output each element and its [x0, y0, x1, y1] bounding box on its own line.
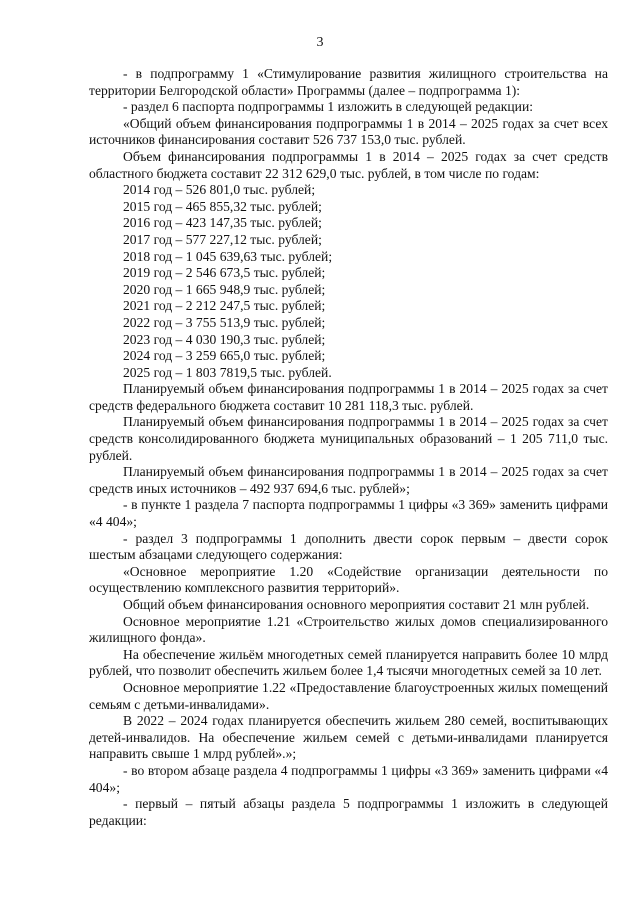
year-line: 2015 год – 465 855,32 тыс. рублей; [123, 198, 322, 214]
paragraph: Планируемый объем финансирования подпрограммы 1 в 2014 – 2025 годах за счет средств консолидированного бюджета муниципальных образований – 1 205 711,0 тыс. рублей. [89, 414, 608, 463]
page-number: 3 [316, 35, 324, 50]
paragraph: - в подпрограмму 1 «Стимулирование развития жилищного строительства на территории Белгородской области» Программы (далее – подпрограмма 1): [89, 66, 608, 98]
paragraph: Объем финансирования подпрограммы 1 в 2014 – 2025 годах за счет средств областного бюджета составит 22 312 629,0 тыс. рублей, в том числе по годам: [89, 148, 608, 181]
paragraph: - раздел 6 паспорта подпрограммы 1 изложить в следующей редакции: [123, 99, 534, 115]
paragraph: - во втором абзаце раздела 4 подпрограммы 1 цифры «3 369» заменить цифрами «4 404»; [89, 762, 608, 795]
paragraph: Планируемый объем финансирования подпрограммы 1 в 2014 – 2025 годах за счет средств федерального бюджета составит 10 281 118,3 тыс. рублей. [89, 381, 608, 413]
year-line: 2020 год – 1 665 948,9 тыс. рублей; [123, 281, 326, 297]
year-line: 2014 год – 526 801,0 тыс. рублей; [123, 182, 316, 198]
paragraph: В 2022 – 2024 годах планируется обеспечить жильем 280 семей, воспитывающих детей-инвалидов. На обеспечение жильем семей с детьми-инвалидами планируется направить свыше 1 млрд рублей».»; [89, 713, 608, 762]
year-line: 2017 год – 577 227,12 тыс. рублей; [123, 231, 322, 247]
paragraph: Планируемый объем финансирования подпрограммы 1 в 2014 – 2025 годах за счет средств иных источников – 492 937 694,6 тыс. рублей»; [89, 464, 608, 496]
year-line: 2025 год – 1 803 7819,5 тыс. рублей. [123, 364, 332, 380]
year-line: 2019 год – 2 546 673,5 тыс. рублей; [123, 265, 326, 281]
paragraph: Основное мероприятие 1.22 «Предоставление благоустроенных жилых помещений семьям с детьми-инвалидами». [89, 679, 608, 712]
paragraph: - первый – пятый абзацы раздела 5 подпрограммы 1 изложить в следующей редакции: [89, 796, 608, 828]
year-line: 2016 год – 423 147,35 тыс. рублей; [123, 215, 322, 231]
year-line: 2023 год – 4 030 190,3 тыс. рублей; [123, 331, 326, 347]
year-line: 2018 год – 1 045 639,63 тыс. рублей; [123, 248, 333, 264]
paragraph: Общий объем финансирования основного мероприятия составит 21 млн рублей. [123, 597, 590, 612]
document-body [89, 66, 608, 829]
year-line: 2024 год – 3 259 665,0 тыс. рублей; [123, 348, 326, 364]
paragraph: - в пункте 1 раздела 7 паспорта подпрограммы 1 цифры «3 369» заменить цифрами «4 404»; [89, 497, 608, 530]
paragraph: Основное мероприятие 1.21 «Строительство жилых домов специализированного жилищного фонда». [89, 613, 608, 646]
year-line: 2021 год – 2 212 247,5 тыс. рублей; [123, 298, 326, 314]
paragraph: «Основное мероприятие 1.20 «Содействие организации деятельности по осуществлению комплексного развития территорий». [89, 563, 608, 596]
paragraph: - раздел 3 подпрограммы 1 дополнить двести сорок первым – двести сорок шестым абзацами следующего содержания: [89, 530, 608, 563]
paragraph: «Общий объем финансирования подпрограммы 1 в 2014 – 2025 годах за счет всех источников финансирования составит 526 737 153,0 тыс. рублей. [89, 115, 608, 148]
paragraph: На обеспечение жильём многодетных семей планируется направить более 10 млрд рублей, что позволит обеспечить жильем более 1,4 тысячи многодетных семей за 10 лет. [89, 646, 608, 679]
year-line: 2022 год – 3 755 513,9 тыс. рублей; [123, 314, 326, 330]
